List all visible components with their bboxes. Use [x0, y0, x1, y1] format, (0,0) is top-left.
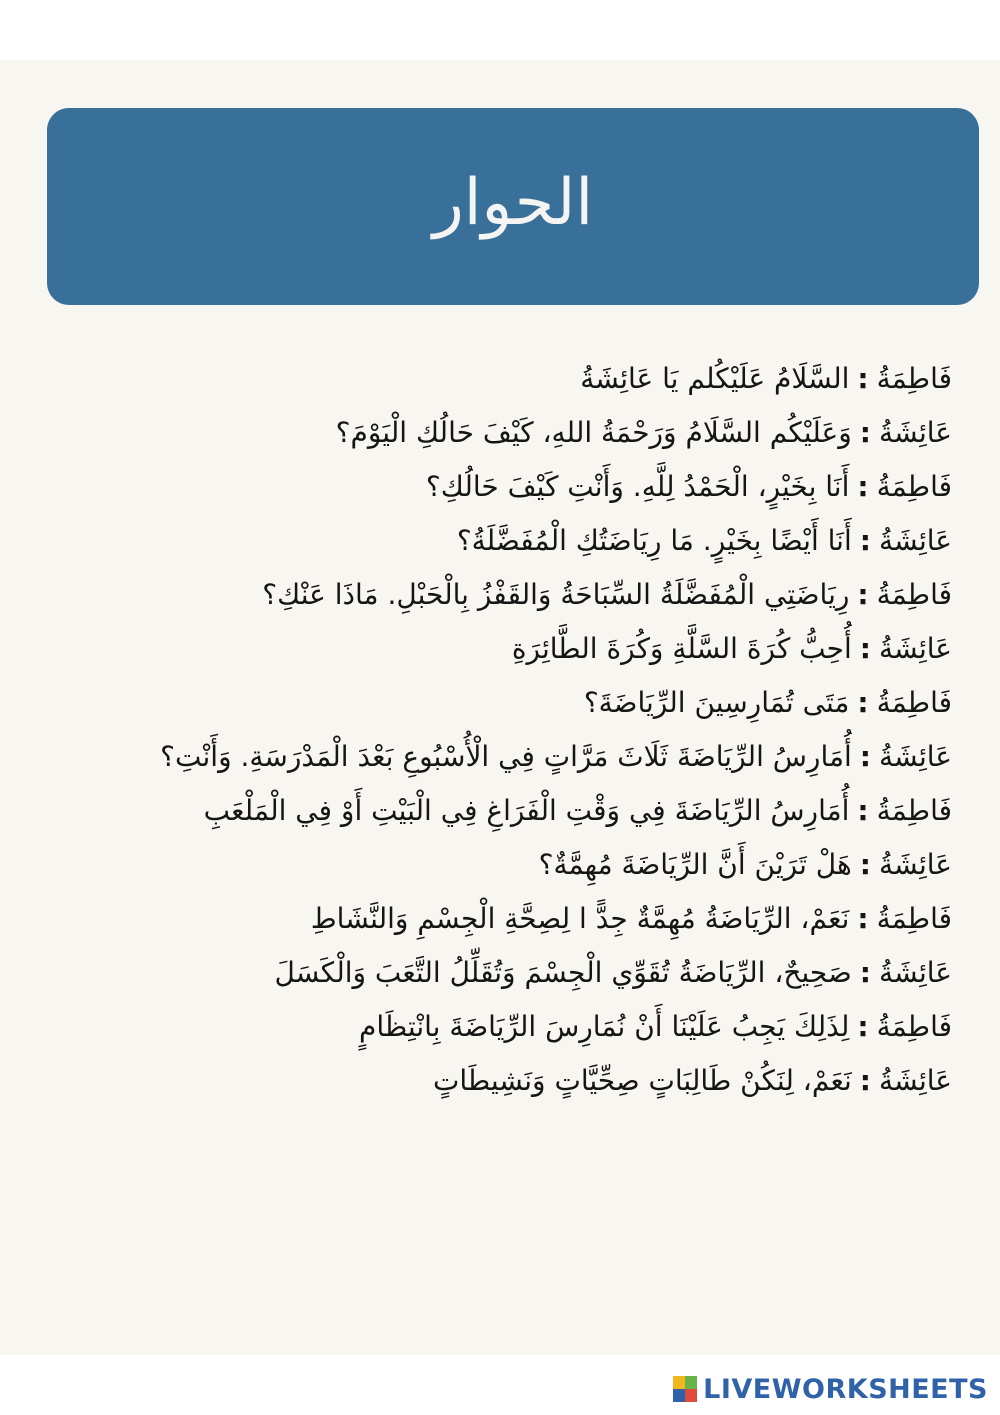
utterance-text: أَنَا بِخَيْرٍ، الْحَمْدُ لِلَّهِ. وَأَنْتِ كَيْفَ حَالُكِ؟ [425, 470, 850, 503]
utterance-text: هَلْ تَرَيْنَ أَنَّ الرِّيَاضَةَ مُهِمَّةٌ؟ [538, 848, 852, 881]
utterance-text: رِيَاضَتِي الْمُفَضَّلَةُ السِّبَاحَةُ وَالقَفْزُ بِالْحَبْلِ. مَاذَا عَنْكِ؟ [262, 578, 850, 611]
dialogue-line [22, 352, 952, 406]
speaker-name: فَاطِمَةُ [876, 578, 952, 611]
dialogue-line [22, 568, 952, 622]
speaker-name: عَائِشَةُ [878, 956, 952, 989]
speaker-separator: : [859, 416, 871, 449]
utterance-text: أُمَارِسُ الرِّيَاضَةَ ثَلَاثَ مَرَّاتٍ فِي الْأُسْبُوعِ بَعْدَ الْمَدْرَسَةِ. وَأَنْتِ؟ [160, 740, 852, 773]
dialogue-list [22, 352, 952, 1108]
utterance-text: وَعَلَيْكُم السَّلَامُ وَرَحْمَةُ اللهِ، كَيْفَ حَالُكِ الْيَوْمَ؟ [335, 416, 852, 449]
dialogue-line [22, 838, 952, 892]
worksheet-page [0, 60, 1000, 1355]
speaker-name: عَائِشَةُ [878, 740, 952, 773]
utterance-text: السَّلَامُ عَلَيْكُلم يَا عَائِشَةُ [580, 362, 850, 395]
speaker-name: فَاطِمَةُ [876, 686, 952, 719]
speaker-separator: : [859, 1064, 871, 1097]
utterance-text: نَعَمْ، لِنَكُنْ طَالِبَاتٍ صِحِّيَّاتٍ وَنَشِيطَاتٍ [432, 1064, 852, 1097]
speaker-name: عَائِشَةُ [878, 632, 952, 665]
speaker-name: عَائِشَةُ [878, 416, 952, 449]
speaker-name: فَاطِمَةُ [876, 1010, 952, 1043]
speaker-separator: : [859, 848, 871, 881]
speaker-separator: : [859, 524, 871, 557]
speaker-name: عَائِشَةُ [878, 848, 952, 881]
speaker-name: عَائِشَةُ [878, 1064, 952, 1097]
speaker-separator: : [857, 686, 869, 719]
speaker-separator: : [857, 794, 869, 827]
title-banner [47, 108, 979, 305]
dialogue-line [22, 514, 952, 568]
speaker-separator: : [857, 902, 869, 935]
speaker-separator: : [857, 578, 869, 611]
speaker-separator: : [857, 470, 869, 503]
speaker-separator: : [857, 1010, 869, 1043]
liveworksheets-logo-icon [673, 1376, 697, 1402]
dialogue-line [22, 892, 952, 946]
utterance-text: أُمَارِسُ الرِّيَاضَةَ فِي وَقْتِ الْفَرَاغِ فِي الْبَيْتِ أَوْ فِي الْمَلْعَبِ [203, 794, 850, 827]
utterance-text: نَعَمْ، الرِّيَاضَةُ مُهِمَّةٌ جِدًّ ا لِصِحَّةِ الْجِسْمِ وَالنَّشَاطِ [310, 902, 850, 935]
dialogue-line [22, 1000, 952, 1054]
utterance-text: لِذَلِكَ يَجِبُ عَلَيْنَا أَنْ نُمَارِسَ الرِّيَاضَةَ بِانْتِظَامٍ [359, 1010, 850, 1043]
page-title: الحوار [432, 165, 594, 240]
dialogue-line [22, 622, 952, 676]
speaker-name: عَائِشَةُ [878, 524, 952, 557]
speaker-name: فَاطِمَةُ [876, 470, 952, 503]
speaker-separator: : [859, 956, 871, 989]
dialogue-line [22, 946, 952, 1000]
speaker-name: فَاطِمَةُ [876, 902, 952, 935]
utterance-text: أُحِبُّ كُرَةَ السَّلَّةِ وَكُرَةَ الطَّائِرَةِ [511, 632, 852, 665]
dialogue-line [22, 784, 952, 838]
dialogue-line [22, 406, 952, 460]
utterance-text: صَحِيحٌ، الرِّيَاضَةُ تُقَوِّي الْجِسْمَ وَتُقَلِّلُ التَّعَبَ وَالْكَسَلَ [274, 956, 852, 989]
speaker-separator: : [857, 362, 869, 395]
dialogue-line [22, 460, 952, 514]
speaker-separator: : [859, 632, 871, 665]
dialogue-line [22, 730, 952, 784]
dialogue-line [22, 1054, 952, 1108]
brand-name: LIVEWORKSHEETS [703, 1373, 988, 1405]
utterance-text: أَنَا أَيْضًا بِخَيْرٍ. مَا رِيَاضَتُكِ الْمُفَضَّلَةُ؟ [456, 524, 852, 557]
utterance-text: مَتَى تُمَارِسِينَ الرِّيَاضَةَ؟ [583, 686, 850, 719]
speaker-separator: : [859, 740, 871, 773]
speaker-name: فَاطِمَةُ [876, 794, 952, 827]
speaker-name: فَاطِمَةُ [876, 362, 952, 395]
dialogue-line [22, 676, 952, 730]
footer-brand[interactable] [673, 1371, 988, 1407]
